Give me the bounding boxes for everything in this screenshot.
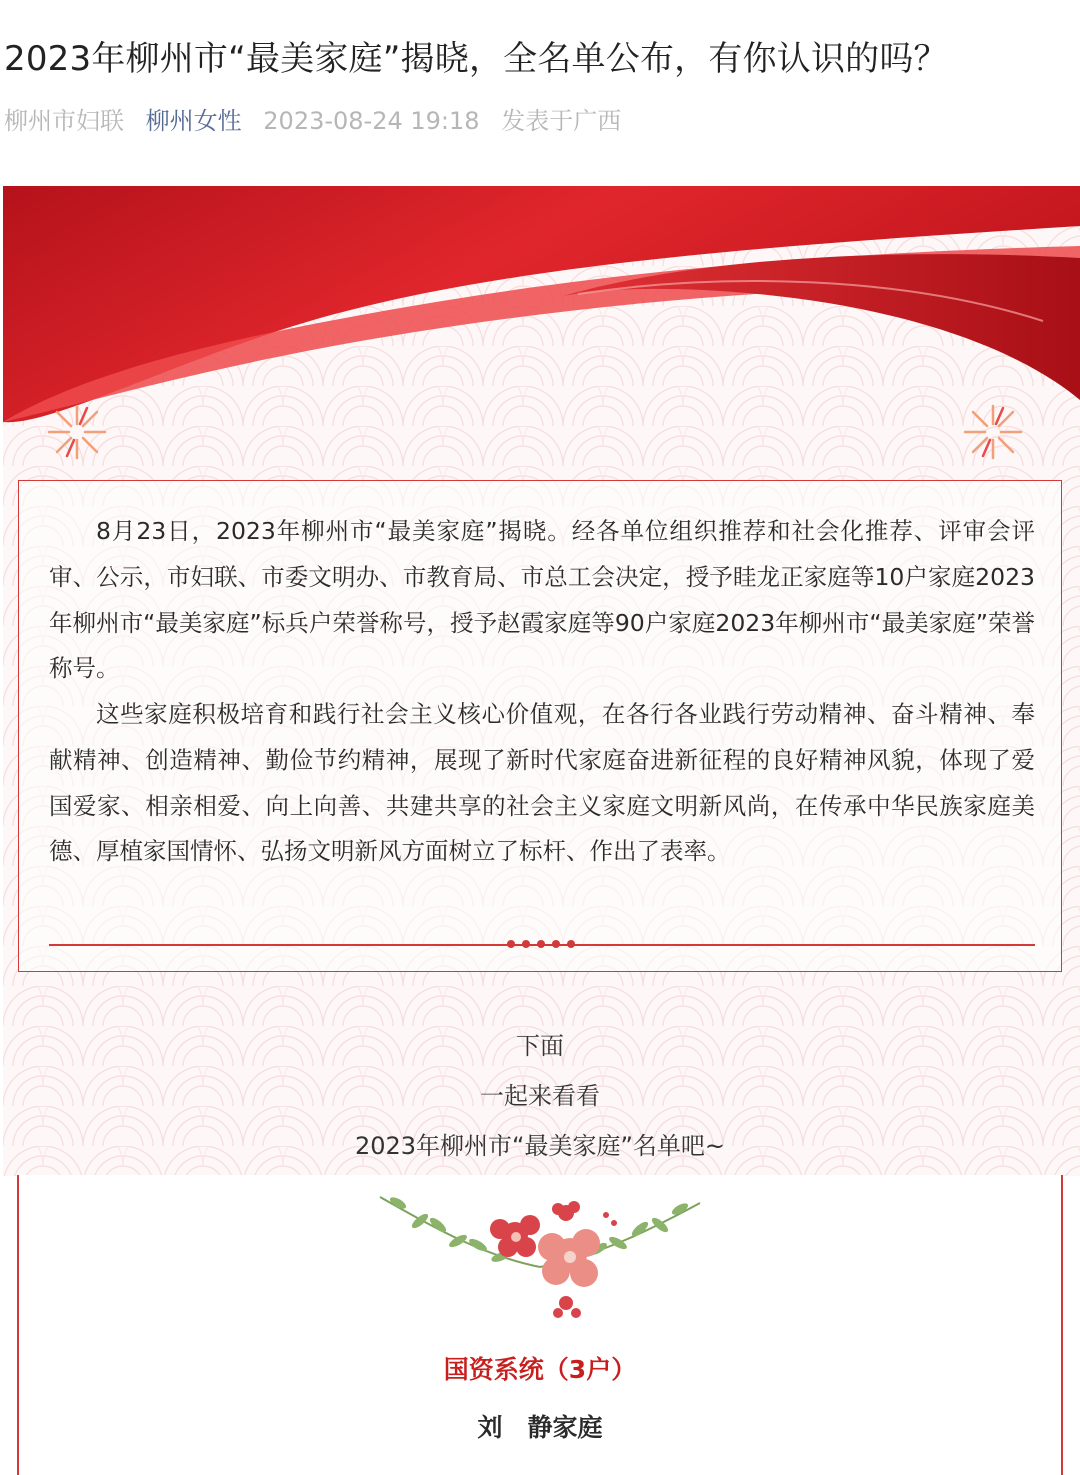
author-name: 柳州市妇联 xyxy=(4,107,124,135)
family-name: 刘 静家庭 xyxy=(477,1413,603,1442)
lead-in-line-1: 下面 xyxy=(516,1032,564,1060)
article-meta xyxy=(4,104,635,138)
flower-ornament-icon xyxy=(370,1185,710,1335)
publish-location: 发表于广西 xyxy=(501,107,622,135)
section-title: 国资系统（3户） xyxy=(443,1355,637,1384)
article-title: 2023年柳州市“最美家庭”揭晓，全名单公布，有你认识的吗？ xyxy=(4,39,948,79)
intro-text-box xyxy=(18,480,1062,972)
publish-time: 2023-08-24 19:18 xyxy=(263,107,480,135)
intro-paragraph-1: 8月23日，2023年柳州市“最美家庭”揭晓。经各单位组织推荐和社会化推荐、评审会评审、公示，市妇联、市委文明办、市教育局、市总工会决定，授予眭龙正家庭等10户家庭2023年柳州市“最美家庭”标兵户荣誉称号，授予赵霞家庭等90户家庭2023年柳州市“最美家庭”荣誉称号。 xyxy=(49,517,1035,683)
account-link[interactable]: 柳州女性 xyxy=(145,107,242,135)
intro-paragraph-2: 这些家庭积极培育和践行社会主义核心价值观，在各行各业践行劳动精神、奋斗精神、奉献精神、创造精神、勤俭节约精神，展现了新时代家庭奋进新征程的良好精神风貌，体现了爱国爱家、相亲相爱、向上向善、共建共享的社会主义家庭文明新风尚，在传承中华民族家庭美德、厚植家国情怀、弘扬文明新风方面树立了标杆、作出了表率。 xyxy=(49,700,1035,866)
divider-dots xyxy=(507,940,575,949)
lead-in-line-2: 一起来看看 xyxy=(480,1082,600,1110)
lead-in-line-3: 2023年柳州市“最美家庭”名单吧~ xyxy=(354,1132,726,1160)
